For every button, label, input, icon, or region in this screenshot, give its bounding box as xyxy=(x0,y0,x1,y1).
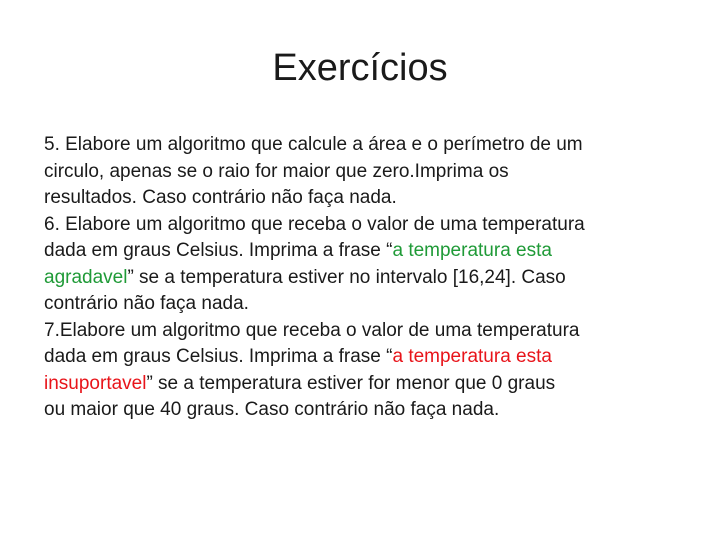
exercise-7 xyxy=(44,318,684,424)
exercise-7-line xyxy=(44,371,684,398)
exercise-7-highlight: a temperatura esta xyxy=(392,346,552,367)
exercise-6-line xyxy=(44,238,684,265)
exercise-7-text: dada em graus Celsius. Imprima a frase “ xyxy=(44,346,393,367)
exercise-5 xyxy=(44,132,684,212)
exercise-6-highlight: agradavel xyxy=(44,266,128,288)
exercise-5-line: 5. Elabore um algoritmo que calcule a área e o perímetro de um xyxy=(44,134,583,155)
exercise-5-line: circulo, apenas se o raio for maior que zero.Imprima os xyxy=(44,160,509,182)
exercise-6-line xyxy=(44,265,684,292)
exercise-7-highlight: insuportavel xyxy=(44,372,147,394)
exercise-6-text: ” se a temperatura estiver no intervalo [16,24]. Caso xyxy=(127,266,566,288)
exercise-6-line: contrário não faça nada. xyxy=(44,293,249,314)
exercise-6-highlight: a temperatura esta xyxy=(392,240,552,261)
exercise-5-line: resultados. Caso contrário não faça nada. xyxy=(44,187,397,208)
exercise-7-line xyxy=(44,344,684,371)
exercise-7-line: 7.Elabore um algoritmo que receba o valor de uma temperatura xyxy=(44,319,580,341)
exercise-list xyxy=(44,132,684,424)
exercise-6 xyxy=(44,212,684,318)
exercise-6-text: dada em graus Celsius. Imprima a frase “ xyxy=(44,240,393,261)
exercise-6-line: 6. Elabore um algoritmo que receba o valor de uma temperatura xyxy=(44,213,585,235)
exercise-7-text: ” se a temperatura estiver for menor que 0 graus xyxy=(146,372,556,394)
slide-title: Exercícios xyxy=(272,47,448,89)
exercise-7-line: ou maior que 40 graus. Caso contrário não faça nada. xyxy=(44,399,500,420)
